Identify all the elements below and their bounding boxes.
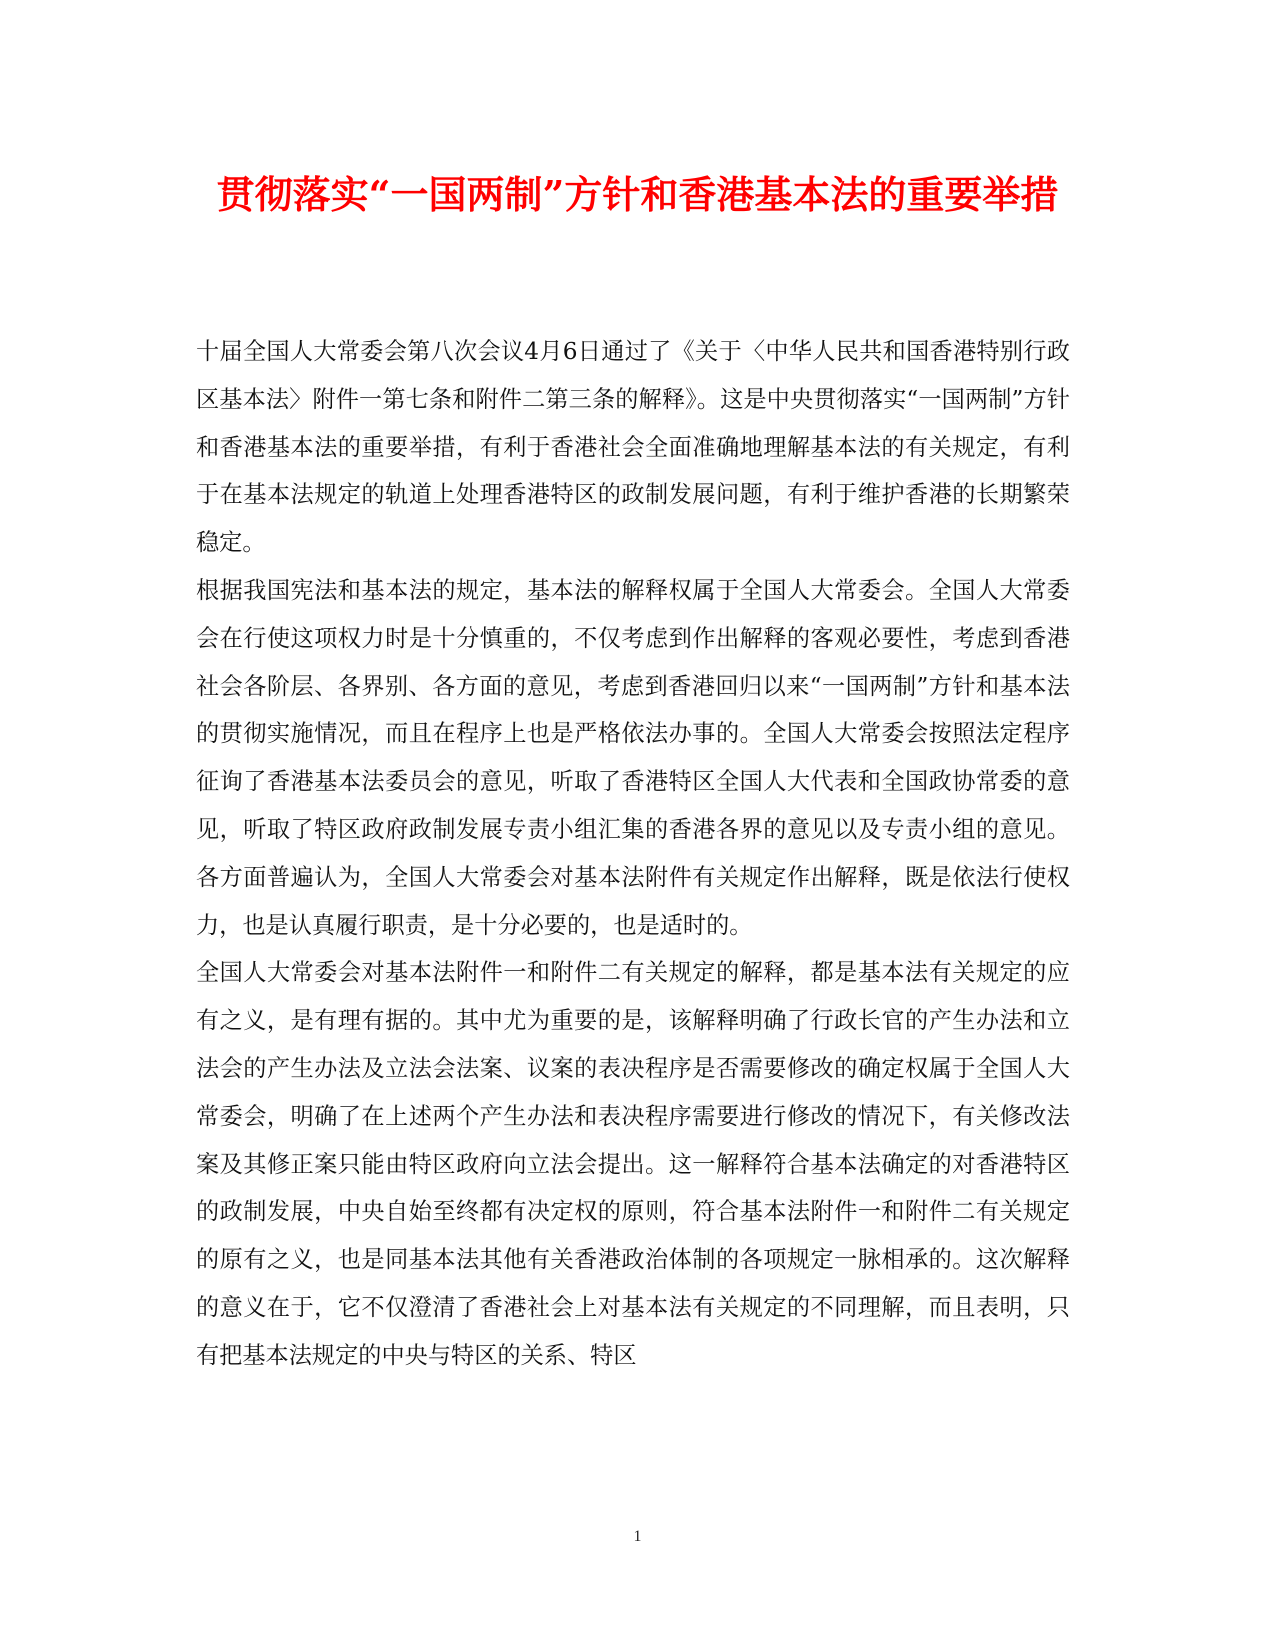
paragraph: 根据我国宪法和基本法的规定，基本法的解释权属于全国人大常委会。全国人大常委会在行使这项权力时是十分慎重的，不仅考虑到作出解释的客观必要性，考虑到香港社会各阶层、各界别、各方面的意见，考虑到香港回归以来“一国两制”方针和基本法的贯彻实施情况，而且在程序上也是严格依法办事的。全国人大常委会按照法定程序征询了香港基本法委员会的意见，听取了香港特区全国人大代表和全国政协常委的意见，听取了特区政府政制发展专责小组汇集的香港各界的意见以及专责小组的意见。各方面普遍认为，全国人大常委会对基本法附件有关规定作出解释，既是依法行使权力，也是认真履行职责，是十分必要的，也是适时的。	[196, 576, 1070, 939]
paragraph: 全国人大常委会对基本法附件一和附件二有关规定的解释，都是基本法有关规定的应有之义，是有理有据的。其中尤为重要的是，该解释明确了行政长官的产生办法和立法会的产生办法及立法会法案、议案的表决程序是否需要修改的确定权属于全国人大常委会，明确了在上述两个产生办法和表决程序需要进行修改的情况下，有关修改法案及其修正案只能由特区政府向立法会提出。这一解释符合基本法确定的对香港特区的政制发展，中央自始至终都有决定权的原则，符合基本法附件一和附件二有关规定的原有之义，也是同基本法其他有关香港政治体制的各项规定一脉相承的。这次解释的意义在于，它不仅澄清了香港社会上对基本法有关规定的不同理解，而且表明，只有把基本法规定的中央与特区的关系、特区	[196, 959, 1070, 1369]
paragraph: 十届全国人大常委会第八次会议4月6日通过了《关于〈中华人民共和国香港特别行政区基本法〉附件一第七条和附件二第三条的解释》。这是中央贯彻落实“一国两制”方针和香港基本法的重要举措，有利于香港社会全面准确地理解基本法的有关规定，有利于在基本法规定的轨道上处理香港特区的政制发展问题，有利于维护香港的长期繁荣稳定。	[196, 338, 1070, 557]
page-number: 1	[633, 1528, 642, 1545]
page-title: 贯彻落实“一国两制”方针和香港基本法的重要举措	[216, 172, 1059, 217]
body-text	[196, 328, 1070, 1380]
